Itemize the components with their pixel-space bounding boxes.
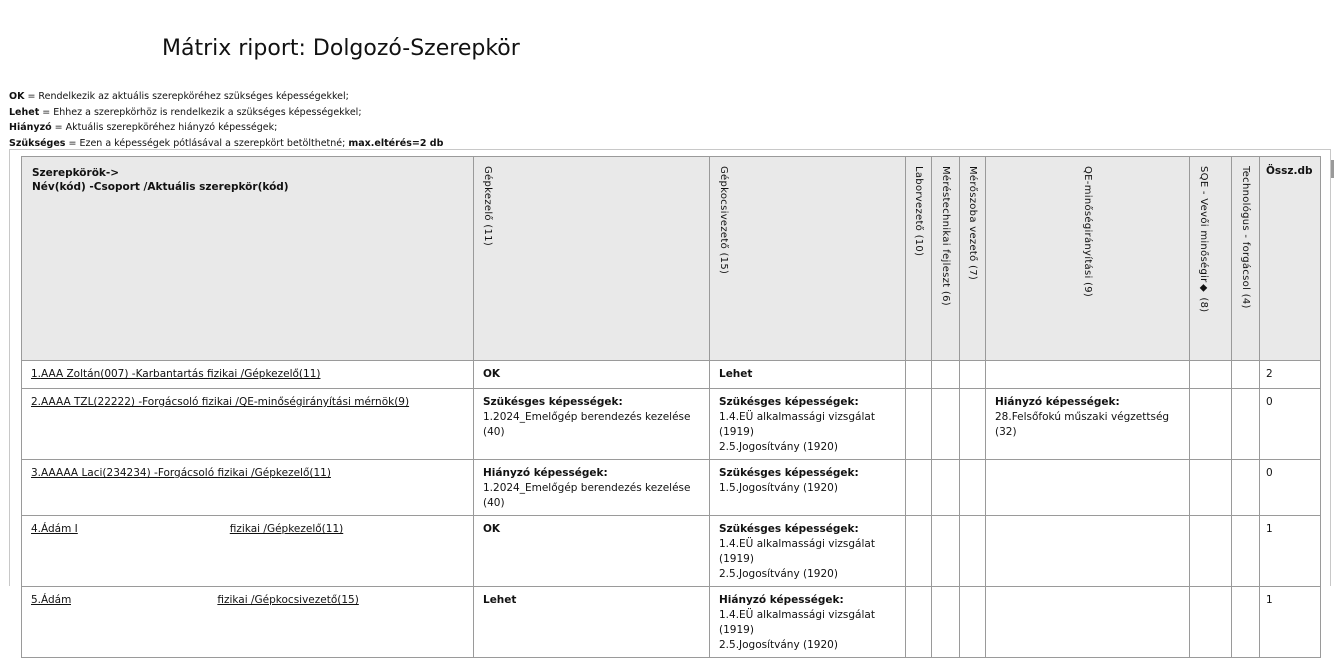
count-cell: 0	[1260, 460, 1321, 516]
employee-name-cell	[22, 516, 474, 587]
cell-gepkezelo: Lehet	[474, 587, 710, 658]
header-role-laborvezeto: Laborvezető (10)	[906, 157, 932, 361]
cell-empty	[1232, 587, 1260, 658]
employee-name-cell	[22, 587, 474, 658]
cell-qe: Hiányzó képességek: 28.Felsőfokú műszaki végzettség (32)	[986, 389, 1190, 460]
count-cell: 2	[1260, 361, 1321, 389]
cell-empty	[932, 516, 960, 587]
header-role-sqe: SQE - Vevői minőségir◆ (8)	[1190, 157, 1232, 361]
header-role-technologus: Technológus - forgácsol (4)	[1232, 157, 1260, 361]
header-row	[22, 157, 1321, 361]
cell-gepkocsivezeto: Hiányzó képességek: 1.4.EÜ alkalmassági vizsgálat (1919) 2.5.Jogosítvány (1920)	[710, 587, 906, 658]
header-role-gepkocsivezeto: Gépkocsivezető (15)	[710, 157, 906, 361]
cell-empty	[932, 361, 960, 389]
cell-empty	[906, 587, 932, 658]
cell-empty	[960, 587, 986, 658]
cell-qe	[986, 516, 1190, 587]
cell-gepkocsivezeto: Lehet	[710, 361, 906, 389]
table-row	[22, 460, 1321, 516]
count-cell: 1	[1260, 516, 1321, 587]
employee-link[interactable]: 4.Ádám I fizikai /Gépkezelő(11)	[31, 523, 344, 535]
header-role-merestechnikai: Méréstechnikai fejleszt (6)	[932, 157, 960, 361]
legend-szukseges: Szükséges = Ezen a képességek pótlásával a szerepkört betölthetné; max.eltérés=2 db	[9, 137, 444, 149]
cell-empty	[1232, 460, 1260, 516]
cell-qe	[986, 587, 1190, 658]
table-row	[22, 516, 1321, 587]
cell-empty	[1190, 389, 1232, 460]
cell-empty	[932, 389, 960, 460]
table-row	[22, 361, 1321, 389]
cell-empty	[1190, 361, 1232, 389]
count-cell: 1	[1260, 587, 1321, 658]
header-role-qe: QE-minőségirányítási (9)	[986, 157, 1190, 361]
legend	[9, 89, 443, 151]
cell-gepkezelo: OK	[474, 361, 710, 389]
employee-link[interactable]: 1.AAA Zoltán(007) -Karbantartás fizikai /Gépkezelő(11)	[31, 368, 321, 380]
cell-gepkocsivezeto: Szükésges képességek: 1.5.Jogosítvány (1920)	[710, 460, 906, 516]
cell-gepkezelo: OK	[474, 516, 710, 587]
header-name-column: Szerepkörök-> Név(kód) -Csoport /Aktuális szerepkör(kód)	[22, 157, 474, 361]
employee-name-cell	[22, 460, 474, 516]
cell-qe	[986, 460, 1190, 516]
cell-empty	[1190, 587, 1232, 658]
cell-empty	[906, 460, 932, 516]
cell-empty	[932, 587, 960, 658]
cell-empty	[906, 389, 932, 460]
cell-gepkocsivezeto: Szükésges képességek: 1.4.EÜ alkalmassági vizsgálat (1919) 2.5.Jogosítvány (1920)	[710, 389, 906, 460]
page-title: Mátrix riport: Dolgozó-Szerepkör	[162, 36, 520, 61]
cell-empty	[960, 460, 986, 516]
cell-empty	[1232, 389, 1260, 460]
table-row	[22, 587, 1321, 658]
table-row	[22, 389, 1321, 460]
redaction	[78, 523, 230, 536]
employee-name-cell	[22, 389, 474, 460]
matrix-table	[21, 156, 1321, 658]
employee-link[interactable]: 2.AAAA TZL(22222) -Forgácsoló fizikai /QE-minőségirányítási mérnök(9)	[31, 396, 410, 408]
cell-gepkezelo: Szükésges képességek: 1.2024_Emelőgép berendezés kezelése (40)	[474, 389, 710, 460]
header-role-meroszoba: Mérőszoba vezető (7)	[960, 157, 986, 361]
cell-empty	[906, 516, 932, 587]
header-role-gepkezelo: Gépkezelő (11)	[474, 157, 710, 361]
count-cell: 0	[1260, 389, 1321, 460]
cell-gepkezelo: Hiányzó képességek: 1.2024_Emelőgép berendezés kezelése (40)	[474, 460, 710, 516]
employee-link[interactable]: 5.Ádám fizikai /Gépkocsivezető(15)	[31, 594, 359, 606]
redaction	[71, 594, 217, 607]
header-count: Össz.db	[1260, 157, 1321, 361]
cell-empty	[906, 361, 932, 389]
cell-empty	[960, 389, 986, 460]
cell-empty	[1190, 460, 1232, 516]
scrollbar[interactable]	[1331, 160, 1334, 178]
legend-ok: OK = Rendelkezik az aktuális szerepköréhez szükséges képességekkel;	[9, 91, 349, 102]
legend-lehet: Lehet = Ehhez a szerepkörhöz is rendelkezik a szükséges képességekkel;	[9, 106, 362, 118]
employee-name-cell	[22, 361, 474, 389]
cell-empty	[1190, 516, 1232, 587]
employee-link[interactable]: 3.AAAAA Laci(234234) -Forgácsoló fizikai /Gépkezelő(11)	[31, 467, 331, 479]
cell-empty	[960, 516, 986, 587]
cell-qe	[986, 361, 1190, 389]
cell-empty	[1232, 361, 1260, 389]
cell-empty	[932, 460, 960, 516]
legend-hianyzo: Hiányzó = Aktuális szerepköréhez hiányzó képességek;	[9, 122, 278, 133]
cell-empty	[960, 361, 986, 389]
cell-gepkocsivezeto: Szükésges képességek: 1.4.EÜ alkalmassági vizsgálat (1919) 2.5.Jogosítvány (1920)	[710, 516, 906, 587]
cell-empty	[1232, 516, 1260, 587]
